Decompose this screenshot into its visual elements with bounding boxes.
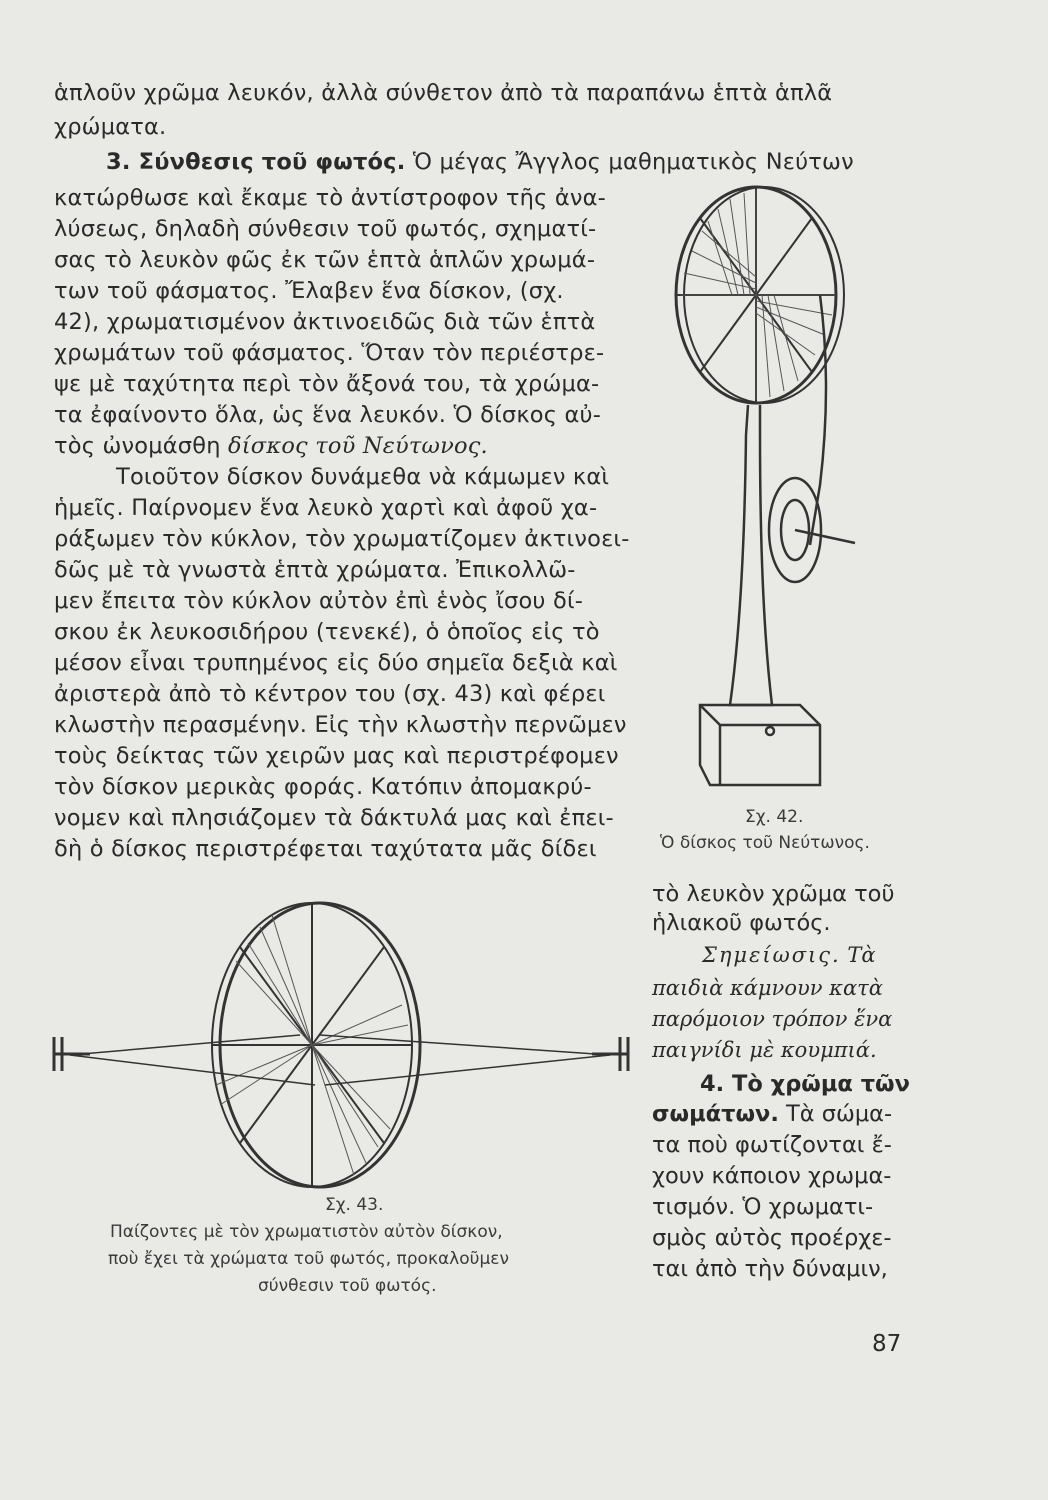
text-line: τα ἐφαίνοντο ὅλα, ὡς ἕνα λευκόν. Ὁ δίσκος αὐ- — [54, 402, 602, 428]
text-line: ράξωμεν τὸν κύκλον, τὸν χρωματίζομεν ἀκτινοει- — [54, 526, 630, 552]
text-line: τα ποὺ φωτίζονται ἔ- — [652, 1132, 892, 1158]
figure-43-caption-line: σύνθεσιν τοῦ φωτός. — [258, 1276, 437, 1296]
text-line: σμὸς αὐτὸς προέρχε- — [652, 1225, 892, 1251]
text-line: μέσον εἶναι τρυπημένος εἰς δύο σημεῖα δεξιὰ καὶ — [54, 650, 618, 676]
text-line: τοὺς δείκτας τῶν χειρῶν μας καὶ περιστρέφομεν — [54, 743, 619, 769]
text-line: χουν κάποιον χρωμα- — [652, 1163, 892, 1189]
text-line: ἡμεῖς. Παίρνομεν ἕνα λευκὸ χαρτὶ καὶ ἀφοῦ χα- — [54, 495, 598, 521]
text-line: των τοῦ φάσματος. Ἔλαβεν ἕνα δίσκον, (σχ. — [54, 278, 564, 304]
note-text: Τὰ — [840, 943, 876, 967]
note-line: παιδιὰ κάμνουν κατὰ — [652, 976, 883, 1000]
text-line: ψε μὲ ταχύτητα περὶ τὸν ἄξονά του, τὰ χρώμα- — [54, 371, 600, 397]
text-line: χρώματα. — [54, 114, 167, 140]
text-line: λύσεως, δηλαδὴ σύνθεσιν τοῦ φωτός, σχηματί- — [54, 216, 597, 242]
note-line — [702, 941, 972, 970]
text-line: κλωστὴν περασμένην. Εἰς τὴν κλωστὴν περνῶμεν — [54, 712, 627, 738]
figure-42-title: Ὁ δίσκος τοῦ Νεύτωνος. — [660, 833, 870, 853]
section-4-heading: 4. Τὸ χρῶμα τῶν — [700, 1071, 910, 1097]
figure-42-label: Σχ. 42. — [745, 807, 804, 827]
text-line: σας τὸ λευκὸν φῶς ἐκ τῶν ἑπτὰ ἁπλῶν χρωμά- — [54, 247, 596, 273]
text-line: ἁπλοῦν χρῶμα λευκόν, ἀλλὰ σύνθετον ἀπὸ τὰ παραπάνω ἑπτὰ ἁπλᾶ — [54, 80, 833, 106]
text-line: μεν ἔπειτα τὸν κύκλον αὐτὸν ἐπὶ ἑνὸς ἴσου δί- — [54, 588, 584, 614]
text-line: ἀριστερὰ ἀπὸ τὸ κέντρον του (σχ. 43) καὶ φέρει — [54, 681, 606, 707]
text-line: κατώρθωσε καὶ ἔκαμε τὸ ἀντίστροφον τῆς ἀνα- — [54, 185, 607, 211]
figure-43-caption-line: Παίζοντες μὲ τὸν χρωματιστὸν αὐτὸν δίσκον, — [110, 1222, 503, 1242]
text-line: Ὁ μέγας Ἄγγλος μαθηματικὸς Νεύτων — [405, 149, 854, 175]
figure-43-string-disk-illustration — [40, 895, 640, 1205]
text-line: χρωμάτων τοῦ φάσματος. Ὅταν τὸν περιέστρε- — [54, 340, 605, 366]
note-line: παιγνίδι μὲ κουμπιά. — [652, 1038, 877, 1062]
text-line: Τοιοῦτον δίσκον δυνάμεθα νὰ κάμωμεν καὶ — [116, 464, 610, 490]
text-line: νομεν καὶ πλησιάζομεν τὰ δάκτυλά μας καὶ ἐπει- — [54, 805, 614, 831]
text-line: τὸ λευκὸν χρῶμα τοῦ — [652, 881, 895, 907]
text-line: τισμόν. Ὁ χρωματι- — [652, 1194, 874, 1220]
section-heading: σωμάτων. — [652, 1101, 779, 1127]
text-line: ἡλιακοῦ φωτός. — [652, 910, 831, 936]
page-number: 87 — [872, 1331, 902, 1357]
emphasis-term: δίσκος τοῦ Νεύτωνος. — [228, 433, 488, 459]
text-line: τὸν δίσκον μερικὰς φοράς. Κατόπιν ἀπομακρύ- — [54, 774, 592, 800]
section-4-heading-line — [652, 1100, 922, 1129]
text-span: τὸς ὠνομάσθη — [54, 433, 229, 459]
text-line: ται ἀπὸ τὴν δύναμιν, — [652, 1256, 888, 1282]
note-heading: Σημείωσις. — [702, 943, 841, 967]
section-3-heading-line — [106, 147, 966, 177]
text-line: 42), χρωματισμένον ἀκτινοειδῶς διὰ τῶν ἑπτὰ — [54, 309, 596, 335]
text-line — [54, 431, 654, 461]
figure-42-newton-disk-illustration — [660, 185, 890, 795]
figure-43-caption-line: ποὺ ἔχει τὰ χρώματα τοῦ φωτός, προκαλοῦμεν — [108, 1249, 509, 1269]
text-span: Τὰ σώμα- — [778, 1101, 893, 1127]
text-line: δὴ ὁ δίσκος περιστρέφεται ταχύτατα μᾶς δίδει — [54, 836, 597, 862]
text-line: σκου ἐκ λευκοσιδήρου (τενεκέ), ὁ ὁποῖος εἰς τὸ — [54, 619, 600, 645]
note-line: παρόμοιον τρόπον ἕνα — [652, 1007, 893, 1031]
section-heading: 3. Σύνθεσις τοῦ φωτός. — [106, 149, 406, 175]
figure-43-label: Σχ. 43. — [325, 1195, 384, 1215]
text-line: δῶς μὲ τὰ γνωστὰ ἑπτὰ χρώματα. Ἐπικολλῶ- — [54, 557, 576, 583]
